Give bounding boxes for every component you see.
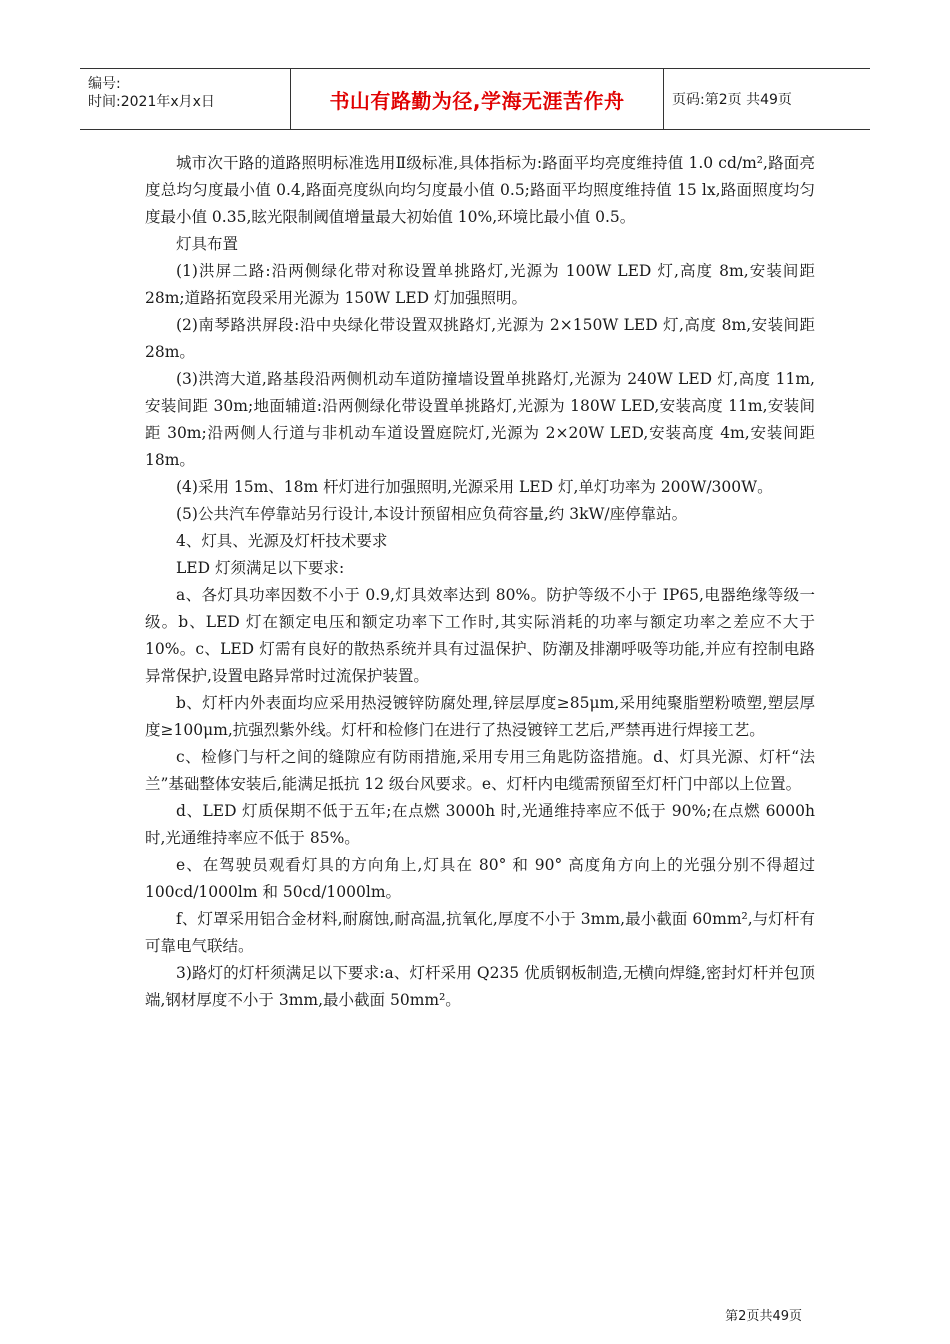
page-footer: 第2页共49页 bbox=[725, 1309, 802, 1324]
paragraph-requirement-b: b、灯杆内外表面均应采用热浸镀锌防腐处理,锌层厚度≥85μm,采用纯聚脂塑粉喷塑,塑层厚度≥100μm,抗强烈紫外线。灯杆和检修门在进行了热浸镀锌工艺后,严禁再进行焊接工艺。 bbox=[145, 694, 815, 739]
page-header bbox=[80, 68, 870, 130]
paragraph-requirement-f: f、灯罩采用铝合金材料,耐腐蚀,耐高温,抗氧化,厚度不小于 3mm,最小截面 60mm²,与灯杆有可靠电气联结。 bbox=[145, 910, 815, 955]
paragraph-requirement-a: a、各灯具功率因数不小于 0.9,灯具效率达到 80%。防护等级不小于 IP65,电器绝缘等级一级。b、LED 灯在额定电压和额定功率下工作时,其实际消耗的功率与额定功率之差应不大于 10%。c、LED 灯需有良好的散热系统并具有过温保护、防潮及排潮呼吸等功能,并应有控制电路异常保护,设置电路异常时过流保护装置。 bbox=[145, 586, 815, 685]
section-heading-technical-requirements: 4、灯具、光源及灯杆技术要求 bbox=[176, 532, 388, 550]
paragraph-pole-requirements: 3)路灯的灯杆须满足以下要求:a、灯杆采用 Q235 优质钢板制造,无横向焊缝,密封灯杆并包顶端,钢材厚度不小于 3mm,最小截面 50mm²。 bbox=[145, 964, 815, 1009]
paragraph-requirement-e: e、在驾驶员观看灯具的方向角上,灯具在 80° 和 90° 高度角方向上的光强分别不得超过 100cd/1000lm 和 50cd/1000lm。 bbox=[145, 856, 815, 901]
paragraph-item-1: (1)洪屏二路:沿两侧绿化带对称设置单挑路灯,光源为 100W LED 灯,高度 8m,安装间距 28m;道路拓宽段采用光源为 150W LED 灯加强照明。 bbox=[145, 262, 815, 307]
header-page-number: 页码:第2页 共49页 bbox=[672, 92, 792, 108]
paragraph-requirement-c: c、检修门与杆之间的缝隙应有防雨措施,采用专用三角匙防盗措施。d、灯具光源、灯杆“法兰”基础整体安装后,能满足抵抗 12 级台风要求。e、灯杆内电缆需预留至灯杆门中部以上位置。 bbox=[145, 748, 815, 793]
header-meta bbox=[80, 69, 290, 129]
paragraph-lighting-standard: 城市次干路的道路照明标准选用Ⅱ级标准,具体指标为:路面平均亮度维持值 1.0 cd/m²,路面亮度总均匀度最小值 0.4,路面亮度纵向均匀度最小值 0.5;路面平均照度维持值 15 lx,路面照度均匀度最小值 0.35,眩光限制阈值增量最大初始值 10%,环境比最小值 0.5。 bbox=[145, 154, 815, 226]
document-date-label: 时间:2021年x月x日 bbox=[88, 94, 215, 110]
paragraph-requirement-d: d、LED 灯质保期不低于五年;在点燃 3000h 时,光通维持率应不低于 90%;在点燃 6000h 时,光通维持率应不低于 85%。 bbox=[145, 802, 815, 847]
document-body bbox=[145, 150, 815, 1014]
paragraph-item-5: (5)公共汽车停靠站另行设计,本设计预留相应负荷容量,约 3kW/座停靠站。 bbox=[176, 505, 688, 523]
paragraph-item-2: (2)南琴路洪屏段:沿中央绿化带设置双挑路灯,光源为 2×150W LED 灯,高度 8m,安装间距 28m。 bbox=[145, 316, 815, 361]
document-number-label: 编号: bbox=[88, 76, 121, 92]
paragraph-led-requirements-intro: LED 灯须满足以下要求: bbox=[176, 559, 345, 577]
paragraph-item-4: (4)采用 15m、18m 杆灯进行加强照明,光源采用 LED 灯,单灯功率为 200W/300W。 bbox=[176, 478, 773, 496]
section-heading-fixture-layout: 灯具布置 bbox=[176, 235, 239, 253]
header-motto: 书山有路勤为径,学海无涯苦作舟 bbox=[290, 69, 664, 129]
paragraph-item-3: (3)洪湾大道,路基段沿两侧机动车道防撞墙设置单挑路灯,光源为 240W LED 灯,高度 11m,安装间距 30m;地面辅道:沿两侧绿化带设置单挑路灯,光源为 180W LED,安装高度 11m,安装间距 30m;沿两侧人行道与非机动车道设置庭院灯,光源为 2×20W LED,安装高度 4m,安装间距 18m。 bbox=[145, 370, 815, 469]
